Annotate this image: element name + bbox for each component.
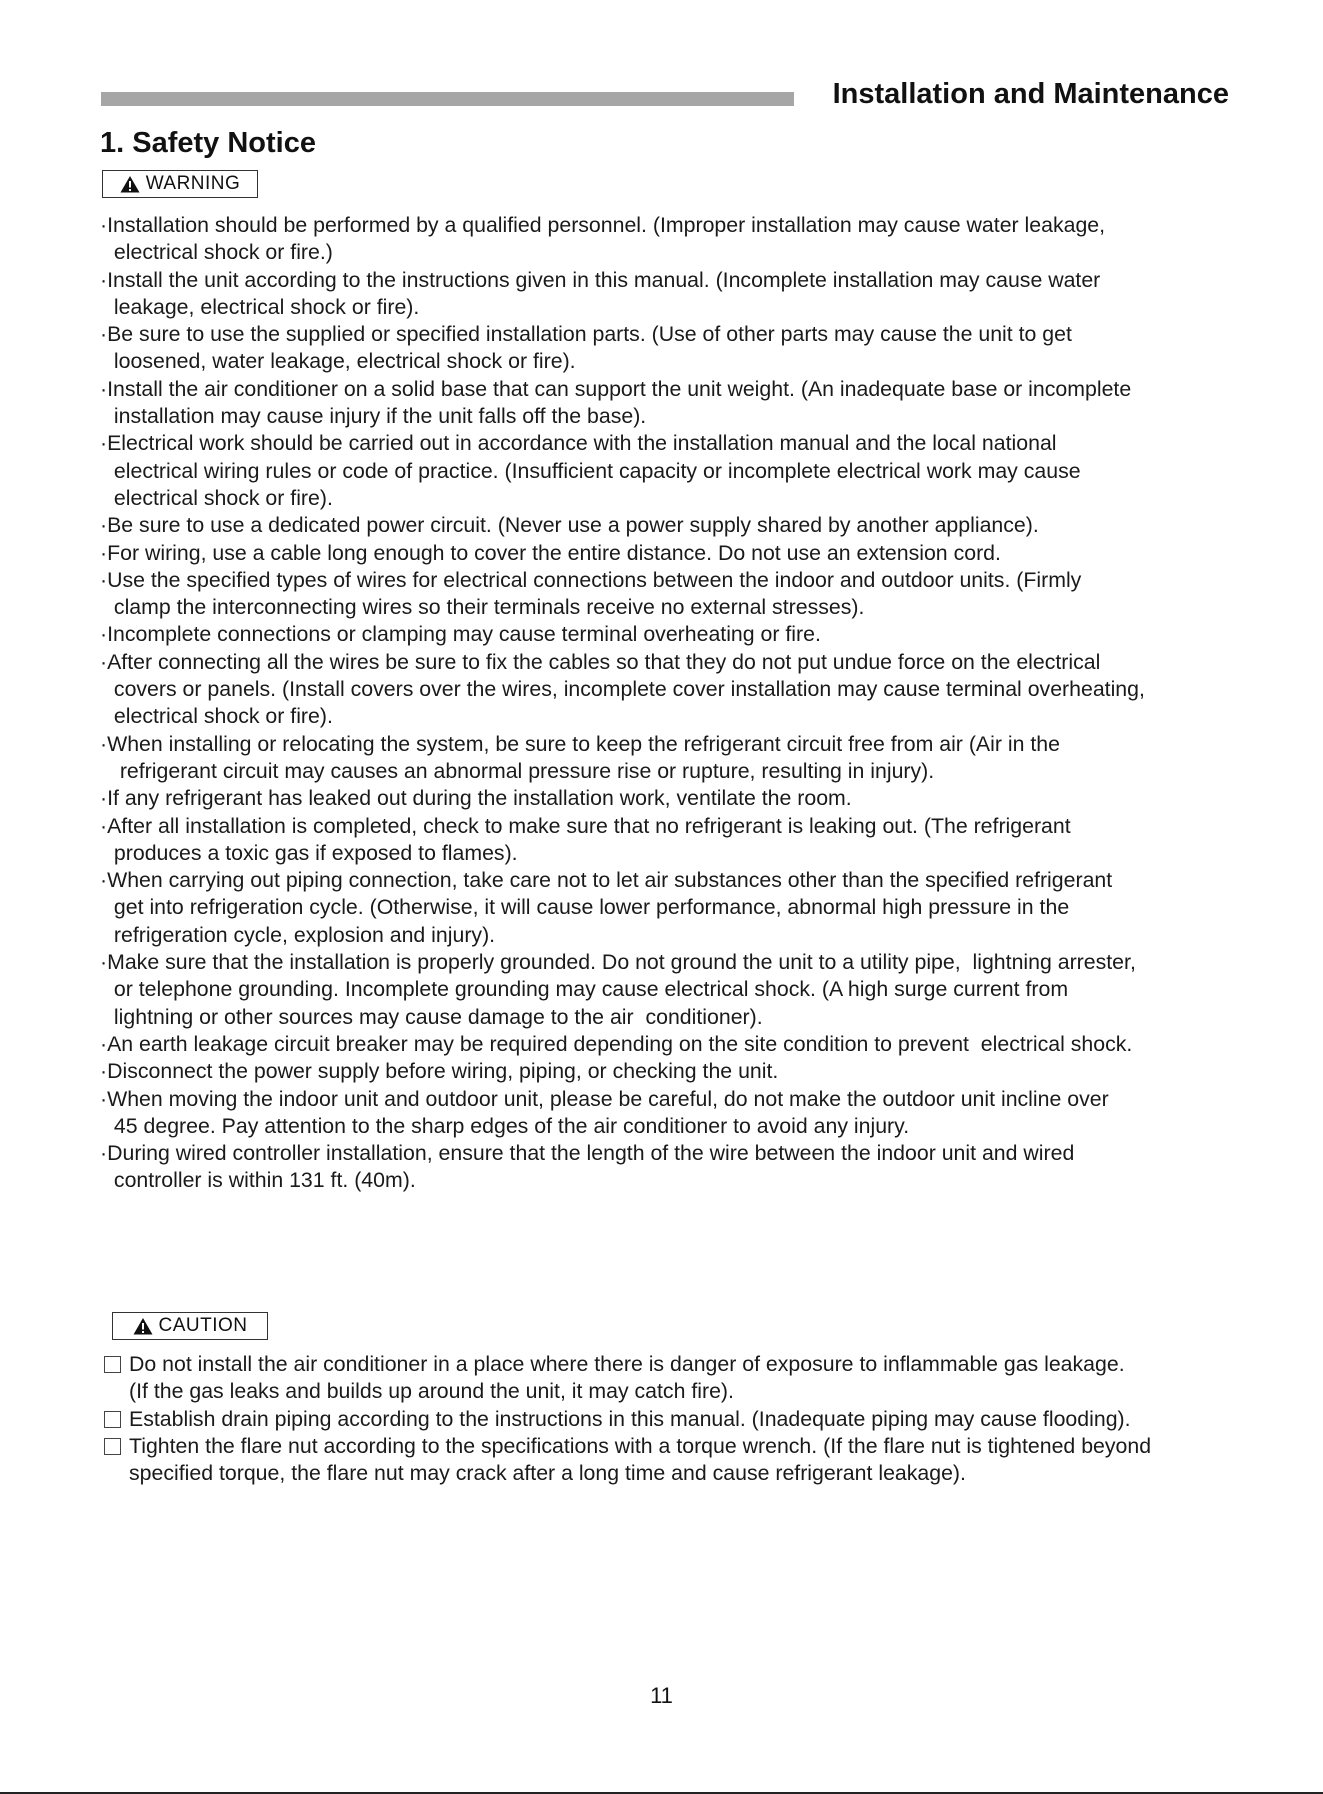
caution-item-line: Establish drain piping according to the instructions in this manual. (Inadequate piping may cause flooding). <box>129 1406 1131 1431</box>
warning-item-line: ·When moving the indoor unit and outdoor unit, please be careful, do not make the outdoor unit incline over <box>100 1086 1109 1111</box>
warning-item-line: electrical shock or fire). <box>108 704 333 729</box>
warning-item-line: ·After all installation is completed, check to make sure that no refrigerant is leaking out. (The refrigerant <box>100 813 1071 838</box>
checkbox-square-icon <box>104 1356 121 1373</box>
warning-item-line: ·Be sure to use the supplied or specified installation parts. (Use of other parts may cause the unit to get <box>100 322 1072 347</box>
caution-item <box>104 1433 1244 1488</box>
checkbox-square-icon <box>104 1438 121 1455</box>
warning-item-line: ·For wiring, use a cable long enough to cover the entire distance. Do not use an extension cord. <box>100 540 1001 565</box>
warning-item <box>100 813 1240 868</box>
warning-item-line: ·When carrying out piping connection, take care not to let air substances other than the specified refrigerant <box>100 868 1113 893</box>
warning-item-line: ·Disconnect the power supply before wiring, piping, or checking the unit. <box>100 1059 779 1084</box>
warning-item-line: clamp the interconnecting wires so their terminals receive no external stresses). <box>108 595 865 620</box>
warning-item-line: ·Install the unit according to the instructions given in this manual. (Incomplete installation may cause water <box>100 267 1101 292</box>
caution-item-line: (If the gas leaks and builds up around the unit, it may catch fire). <box>129 1379 734 1404</box>
warning-item <box>100 731 1240 786</box>
warning-item <box>100 430 1240 512</box>
warning-item-line: loosened, water leakage, electrical shock or fire). <box>108 349 576 374</box>
page-number: 11 <box>650 1683 673 1708</box>
caution-item-line: specified torque, the flare nut may crack after a long time and cause refrigerant leakage). <box>129 1461 966 1486</box>
warning-item <box>100 267 1240 322</box>
warning-item <box>100 540 1240 567</box>
caution-label: CAUTION <box>158 1315 248 1336</box>
warning-item <box>100 321 1240 376</box>
warning-item-line: ·Make sure that the installation is properly grounded. Do not ground the unit to a utility pipe, lightning arrester, <box>100 950 1136 975</box>
warning-item <box>100 1058 1240 1085</box>
warning-item <box>100 1140 1240 1195</box>
warning-item <box>100 785 1240 812</box>
warning-item-line: covers or panels. (Install covers over the wires, incomplete cover installation may cause terminal overheating, <box>108 677 1145 702</box>
caution-list <box>104 1351 1244 1487</box>
warning-item <box>100 212 1240 267</box>
warning-item-line: produces a toxic gas if exposed to flames). <box>108 840 518 865</box>
warning-item-line: get into refrigeration cycle. (Otherwise, it will cause lower performance, abnormal high pressure in the <box>108 895 1070 920</box>
warning-item-line: ·After connecting all the wires be sure to fix the cables so that they do not put undue force on the electrical <box>100 649 1101 674</box>
warning-item-line: refrigerant circuit may causes an abnormal pressure rise or rupture, resulting in injury). <box>108 758 935 783</box>
warning-item-line: electrical wiring rules or code of practice. (Insufficient capacity or incomplete electrical work may cause <box>108 458 1081 483</box>
warning-item-line: leakage, electrical shock or fire). <box>108 294 420 319</box>
header-title: Installation and Maintenance <box>832 78 1229 110</box>
warning-item-line: ·When installing or relocating the system, be sure to keep the refrigerant circuit free from air (Air in the <box>100 731 1060 756</box>
warning-item-line: electrical shock or fire). <box>108 485 333 510</box>
warning-item-line: lightning or other sources may cause damage to the air conditioner). <box>108 1004 763 1029</box>
warning-item-line: ·Electrical work should be carried out in accordance with the installation manual and the local national <box>100 431 1057 456</box>
warning-item-line: ·If any refrigerant has leaked out during the installation work, ventilate the room. <box>100 786 852 811</box>
warning-item <box>100 949 1240 1031</box>
warning-item <box>100 867 1240 949</box>
warning-item-line: ·During wired controller installation, ensure that the length of the wire between the indoor unit and wired <box>100 1141 1075 1166</box>
warning-item-line: or telephone grounding. Incomplete grounding may cause electrical shock. (A high surge current from <box>108 977 1069 1002</box>
warning-item-line: controller is within 131 ft. (40m). <box>108 1168 416 1193</box>
warning-item <box>100 1031 1240 1058</box>
caution-item-line: Do not install the air conditioner in a place where there is danger of exposure to inflammable gas leakage. <box>129 1352 1125 1376</box>
warning-item <box>100 567 1240 622</box>
warning-list <box>100 212 1240 1195</box>
header-rule-bar <box>101 92 794 106</box>
caution-item-line: Tighten the flare nut according to the specifications with a torque wrench. (If the flare nut is tightened beyond <box>129 1433 1152 1458</box>
warning-item-line: ·An earth leakage circuit breaker may be required depending on the site condition to prevent electrical shock. <box>100 1031 1133 1056</box>
warning-label: WARNING <box>145 173 241 194</box>
caution-label-box <box>112 1312 268 1340</box>
caution-item <box>104 1351 1244 1406</box>
warning-item <box>100 621 1240 648</box>
warning-item-line: ·Incomplete connections or clamping may cause terminal overheating or fire. <box>100 622 821 647</box>
section-title: 1. Safety Notice <box>100 127 316 159</box>
caution-triangle-icon <box>133 1317 153 1335</box>
warning-item-line: ·Use the specified types of wires for electrical connections between the indoor and outdoor units. (Firmly <box>100 567 1082 592</box>
warning-item-line: ·Installation should be performed by a qualified personnel. (Improper installation may cause water leakage, <box>100 213 1106 237</box>
caution-item <box>104 1406 1244 1433</box>
warning-item <box>100 512 1240 539</box>
warning-item-line: ·Install the air conditioner on a solid base that can support the unit weight. (An inadequate base or incomplete <box>100 376 1132 401</box>
warning-triangle-icon <box>120 175 140 193</box>
warning-item <box>100 649 1240 731</box>
warning-item-line: electrical shock or fire.) <box>108 240 333 265</box>
warning-item-line: ·Be sure to use a dedicated power circuit. (Never use a power supply shared by another appliance). <box>100 513 1039 538</box>
warning-item <box>100 376 1240 431</box>
warning-label-box <box>102 170 258 198</box>
warning-item-line: 45 degree. Pay attention to the sharp edges of the air conditioner to avoid any injury. <box>108 1113 910 1138</box>
warning-item <box>100 1086 1240 1141</box>
warning-item-line: installation may cause injury if the unit falls off the base). <box>108 404 647 429</box>
checkbox-square-icon <box>104 1411 121 1428</box>
warning-item-line: refrigeration cycle, explosion and injury). <box>108 922 496 947</box>
